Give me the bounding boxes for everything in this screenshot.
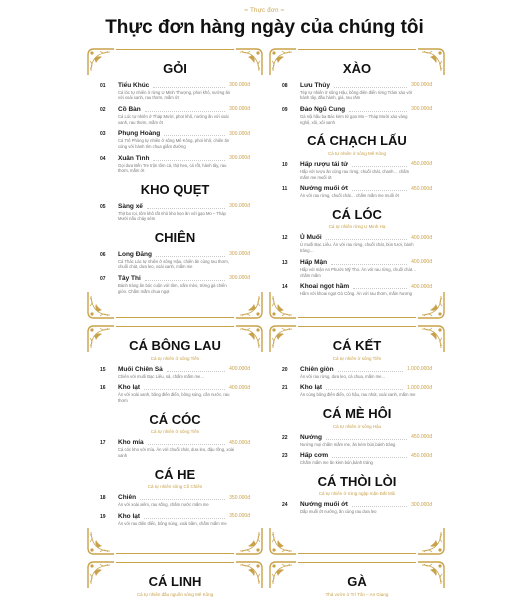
menu-section	[100, 467, 250, 527]
item-price: 450.000đ	[411, 161, 432, 168]
dotted-leader	[156, 252, 225, 257]
item-price: 400.000đ	[229, 384, 250, 391]
item-number: 02	[100, 106, 106, 113]
item-description: Gà nội hầu ba Bác kèm tử gạo Mo – Tháp Mười xào vàng nghệ, xôi, xôi xanh	[300, 113, 408, 125]
item-price: 300.000đ	[229, 203, 250, 210]
section-subtitle: Cá tự nhiên ở sông Tiền	[150, 355, 200, 361]
dotted-leader	[349, 107, 407, 112]
item-name: Phụng Hoàng	[118, 130, 161, 138]
item-name: Muối Chiên Sả	[118, 365, 163, 373]
item-number: 12	[282, 235, 288, 242]
section-title: CÁ BÔNG LAU	[129, 338, 221, 353]
item-name: Xuân Tình	[118, 154, 150, 162]
corner-ornament-icon	[268, 526, 298, 556]
menu-section	[100, 338, 250, 404]
menu-item	[282, 384, 432, 398]
dotted-leader	[145, 276, 225, 281]
dotted-leader	[353, 284, 407, 289]
dotted-leader	[352, 162, 407, 167]
item-name: Sàng xế	[118, 202, 143, 210]
item-name: Chiên giòn	[300, 365, 334, 373]
menu-section	[282, 474, 432, 515]
item-number: 03	[100, 131, 106, 138]
dotted-leader	[148, 440, 225, 445]
section-title: KHO QUẸT	[140, 181, 210, 197]
item-number: 10	[282, 161, 288, 168]
dotted-leader	[147, 204, 225, 209]
menu-item	[100, 513, 250, 527]
dotted-leader	[153, 156, 225, 161]
menu-item	[282, 234, 432, 253]
section-title: GÀ	[347, 574, 367, 589]
item-number: 11	[282, 186, 288, 193]
item-name: Tiểu Khúc	[118, 81, 150, 89]
menu-item	[282, 501, 432, 515]
menu-card	[268, 47, 446, 320]
section-subtitle: Cá tự nhiên ở sông Tiền	[150, 429, 200, 435]
section-subtitle: Cá tự nhiên rừng U Minh Hạ	[328, 224, 386, 230]
menu-item	[282, 259, 432, 278]
menu-card	[86, 47, 264, 320]
item-description: Chiên với muối Bạc Liêu, sả, chấm mắm me…	[118, 373, 205, 379]
dotted-leader	[326, 235, 407, 240]
frame-top-bar	[298, 562, 416, 563]
item-name: Kho mía	[118, 439, 144, 447]
section-subtitle: Cá tự nhiên ở sông Tiền	[332, 355, 382, 361]
corner-ornament-icon	[234, 290, 264, 320]
section-subtitle: Cá tự nhiên ở sông Mê Kông	[328, 150, 386, 156]
section-subtitle: Cá tự nhiên đầu nguồn sông Mê Kông	[136, 591, 214, 597]
corner-ornament-icon	[86, 290, 116, 320]
item-price: 450.000đ	[411, 452, 432, 459]
item-price: 300.000đ	[229, 251, 250, 257]
item-price: 300.000đ	[229, 130, 250, 137]
dotted-leader	[140, 495, 225, 500]
item-price: 350.000đ	[229, 494, 250, 501]
menu-card	[86, 324, 264, 556]
menu-card-content	[86, 574, 264, 600]
item-number: 09	[282, 106, 288, 113]
dotted-leader	[144, 514, 225, 519]
section-title: CÁ LÓC	[332, 206, 382, 222]
dotted-leader	[164, 131, 225, 136]
section-title: CÁ MÈ HÔI	[322, 405, 392, 421]
frame-top-bar	[116, 49, 234, 50]
item-description: Ăn với rau rừng, chuối chát… chấm mắm me muối ớt	[300, 193, 400, 199]
menu-item	[100, 384, 250, 403]
dotted-leader	[326, 435, 407, 440]
section-title: CÁ HE	[154, 466, 196, 482]
item-price: 450.000đ	[229, 439, 250, 446]
item-description: Hấp với rượu ăn cùng rau rừng, chuối chát, chanh… chấm mắm me muối ớt	[300, 168, 410, 180]
item-name: Nướng muối ớt	[300, 501, 348, 509]
item-name: Hấp rượu tái tử	[300, 160, 348, 168]
item-name: Khoai ngọt hầm	[300, 283, 350, 291]
section-title: CÁ KẾT	[332, 338, 382, 353]
item-name: Kho lạt	[118, 512, 141, 520]
corner-ornament-icon	[416, 526, 446, 556]
section-title: XÀO	[342, 61, 372, 76]
item-number: 22	[282, 434, 288, 441]
item-number: 15	[100, 366, 106, 373]
dotted-leader	[145, 107, 225, 112]
dotted-leader	[334, 83, 407, 88]
dotted-leader	[352, 186, 407, 191]
menu-card	[268, 324, 446, 556]
page-title: Thực đơn hàng ngày của chúng tôi	[105, 17, 424, 38]
item-name: Chiên	[118, 494, 137, 502]
item-price: 300.000đ	[411, 106, 432, 113]
item-price: 400.000đ	[229, 366, 250, 373]
menu-item	[282, 161, 432, 180]
menu-section	[282, 406, 432, 466]
item-description: Cá Thác Lác tự nhiên ở sông Hậu, chiên ăn cùng rau thơm, chuối chát, dưa leo, xoài xanh, mắm me	[118, 258, 229, 270]
item-name: Ủ Muối	[300, 234, 322, 242]
item-number: 17	[100, 440, 106, 447]
frame-top-bar	[298, 49, 416, 50]
menu-item	[100, 439, 250, 458]
menu-item	[282, 106, 432, 125]
menu-card-content	[86, 61, 264, 294]
item-number: 13	[282, 259, 288, 266]
menu-section	[100, 61, 250, 174]
menu-card-content	[268, 61, 446, 297]
item-name: Hấp Mận	[300, 258, 328, 266]
menu-item	[100, 130, 250, 149]
item-description: Hầm với khoai ngọt Gò Công. Ăn với rau thơm, mắm hương	[300, 291, 413, 297]
menu-item	[282, 452, 432, 466]
item-price: 450.000đ	[411, 434, 432, 441]
item-price: 300.000đ	[229, 155, 250, 162]
item-number: 04	[100, 155, 106, 162]
menu-item	[100, 155, 250, 174]
menu-item	[282, 185, 432, 199]
item-number: 05	[100, 203, 106, 210]
item-number: 01	[100, 82, 106, 89]
corner-ornament-icon	[86, 526, 116, 556]
item-price: 400.000đ	[411, 283, 432, 290]
frame-bottom-bar	[116, 553, 234, 554]
item-number: 16	[100, 385, 106, 392]
menu-section	[100, 412, 250, 459]
section-subtitle: Thả vườn ở Trì Tôn – An Giang	[325, 591, 389, 597]
menu-section	[282, 133, 432, 199]
item-number: 07	[100, 275, 106, 282]
item-number: 20	[282, 366, 288, 373]
item-description: Ăn với rau rừng, dưa leo, cà chua, mắm me…	[300, 373, 386, 379]
dotted-leader	[338, 367, 403, 372]
item-description: Ăn với xoài xiêm, rau sống, chấm nước mắm me	[118, 502, 209, 508]
dotted-leader	[153, 83, 225, 88]
item-name: Hấp cơm	[300, 452, 329, 460]
item-price: 300.000đ	[229, 275, 250, 282]
dotted-leader	[326, 385, 403, 390]
item-name: Kho lạt	[300, 384, 323, 392]
item-description: Ăn cùng bông điên điển, củ hậu, rau nhút, xoài xanh, mắm me	[300, 392, 416, 398]
section-title: GỎI	[163, 61, 187, 76]
item-price: 400.000đ	[411, 234, 432, 241]
menu-section	[282, 61, 432, 125]
item-price: 300.000đ	[229, 82, 250, 89]
item-number: 18	[100, 495, 106, 502]
item-name: Nướng	[300, 433, 322, 441]
menu-item	[100, 251, 250, 270]
menu-section	[100, 182, 250, 222]
menu-section	[282, 338, 432, 398]
item-price: 300.000đ	[411, 501, 432, 508]
item-number: 23	[282, 453, 288, 460]
item-description: Nướng mọi chấm mắm me, ăn kèm bún,bánh tráng	[300, 441, 396, 447]
menu-item	[282, 434, 432, 448]
menu-item	[282, 366, 432, 380]
section-title: CÁ THÒI LÒI	[317, 473, 397, 489]
item-price: 400.000đ	[411, 259, 432, 266]
item-price: 350.000đ	[229, 513, 250, 520]
section-title: CHIÊN	[154, 229, 196, 245]
item-price: 450.000đ	[411, 185, 432, 192]
menu-item	[100, 494, 250, 508]
menu-section	[282, 574, 432, 597]
frame-top-bar	[298, 326, 416, 327]
item-description: Dấp muối ớt nướng, ăn cùng rau dưa leo	[300, 509, 377, 515]
dotted-leader	[144, 385, 225, 390]
dotted-leader	[167, 367, 225, 372]
item-price: 1.000.000đ	[406, 366, 432, 373]
menu-section	[100, 574, 250, 597]
menu-card-content	[268, 574, 446, 600]
item-description: Tép tự nhiên ở sông Hậu, bông điên điển rừng Trám xào với hành tây, đầu hành, giá, rau răm	[300, 89, 413, 101]
frame-bottom-bar	[298, 553, 416, 554]
item-description: Cá lóc tự nhiên ở rừng U Minh Thượng, phơi khô, nướng ăn với xoài xanh, rau thơm, mắm ớt	[118, 89, 231, 101]
menu-item	[100, 275, 250, 294]
item-description: Cá Trê Phòng tự nhiên ở sông Mê Kông, phơi khô, chiên ăn cùng với hành tím chua giấm đường	[118, 138, 230, 149]
frame-bottom-bar	[116, 317, 234, 318]
item-description: Gọi dưa Bến Tre trộn tôm cá, thịt heo, cá rốt, hành tây, rau thơm, mắm ớt	[118, 162, 227, 174]
item-description: Ăn với rau điên điển, bông súng, xoài bầm, chấm mắm me	[118, 520, 227, 526]
menu-card	[86, 560, 264, 600]
frame-top-bar	[116, 326, 234, 327]
item-description: Chấm mắm me ăn kèm bún,bánh tráng	[300, 460, 373, 466]
menu-item	[100, 203, 250, 222]
item-number: 14	[282, 284, 288, 291]
section-title: CÁ CÓC	[149, 411, 201, 427]
item-description: Cá cóc kho với mía. Ăn với chuối chát, dưa leo, đậu rồng, xoài xanh	[118, 447, 235, 458]
dotted-leader	[331, 260, 407, 265]
item-name: Lưu Thủy	[300, 81, 330, 89]
section-subtitle: Cá tự nhiên ở sông Hậu	[332, 423, 382, 429]
item-name: Cồ Bàn	[118, 105, 141, 113]
menu-card-content	[268, 338, 446, 515]
item-number: 06	[100, 251, 106, 258]
menu-section	[100, 230, 250, 294]
item-number: 24	[282, 502, 288, 509]
menu-kicker: ≈ Thực đơn ≈	[244, 8, 285, 14]
corner-ornament-icon	[234, 526, 264, 556]
item-name: Kho lạt	[118, 384, 141, 392]
section-subtitle: Cá tự nhiên sông Cồ Chiên	[147, 484, 203, 490]
item-description: Thịt ba rọi, tôm khô rất nhỏ kho kẹo ăn với gạo Mo – Tháp Mười nấu cháy sém	[118, 210, 226, 222]
section-title: CÁ CHẠCH LẤU	[307, 133, 407, 149]
item-name: Tây Thi	[118, 274, 141, 282]
item-number: 08	[282, 82, 288, 89]
item-number: 19	[100, 513, 106, 520]
menu-item	[282, 82, 432, 101]
item-name: Long Đăng	[118, 250, 152, 258]
item-name: Nướng muối ớt	[300, 185, 348, 193]
frame-top-bar	[116, 562, 234, 563]
dotted-leader	[352, 502, 407, 507]
section-title: CÁ LINH	[148, 574, 202, 589]
section-subtitle: Cá tự nhiên ở rừng ngập mặn Đất Mũi	[318, 491, 396, 497]
item-description: Bánh tráng ăn bóc cuộn với tôm, nấm mèo, trứng gà chiên giòn. Chấm mắm chua ngọt	[118, 282, 227, 294]
menu-item	[100, 82, 250, 101]
item-description: Ăn với xoài xanh, bông điên điển, bông súng, cần nước, rau thơm	[118, 392, 230, 403]
item-description: Ủ muối Bạc Liêu. Ăn với rau rừng, chuối chát, bún tươi, bánh tráng…	[300, 242, 414, 254]
item-price: 300.000đ	[411, 82, 432, 89]
menu-section	[282, 207, 432, 297]
dotted-leader	[332, 453, 407, 458]
item-number: 21	[282, 385, 288, 392]
menu-card-content	[86, 338, 264, 526]
menu-item	[100, 106, 250, 125]
item-price: 1.000.000đ	[406, 384, 432, 391]
frame-bottom-bar	[298, 317, 416, 318]
item-name: Đảo Ngũ Cung	[300, 105, 346, 113]
menu-item	[100, 366, 250, 380]
item-description: Cá Lóc tự nhiên ở Tháp Mười, phơi khô, nướng ăn với xoài xanh, rau thơm, mắm ớt	[118, 113, 229, 125]
item-price: 300.000đ	[229, 106, 250, 113]
menu-item	[282, 283, 432, 297]
menu-card	[268, 560, 446, 600]
item-description: Hấp với mận An Phước Mỹ Tho. Ăn với rau rừng, chuối chát… chấm mắm	[300, 266, 417, 278]
